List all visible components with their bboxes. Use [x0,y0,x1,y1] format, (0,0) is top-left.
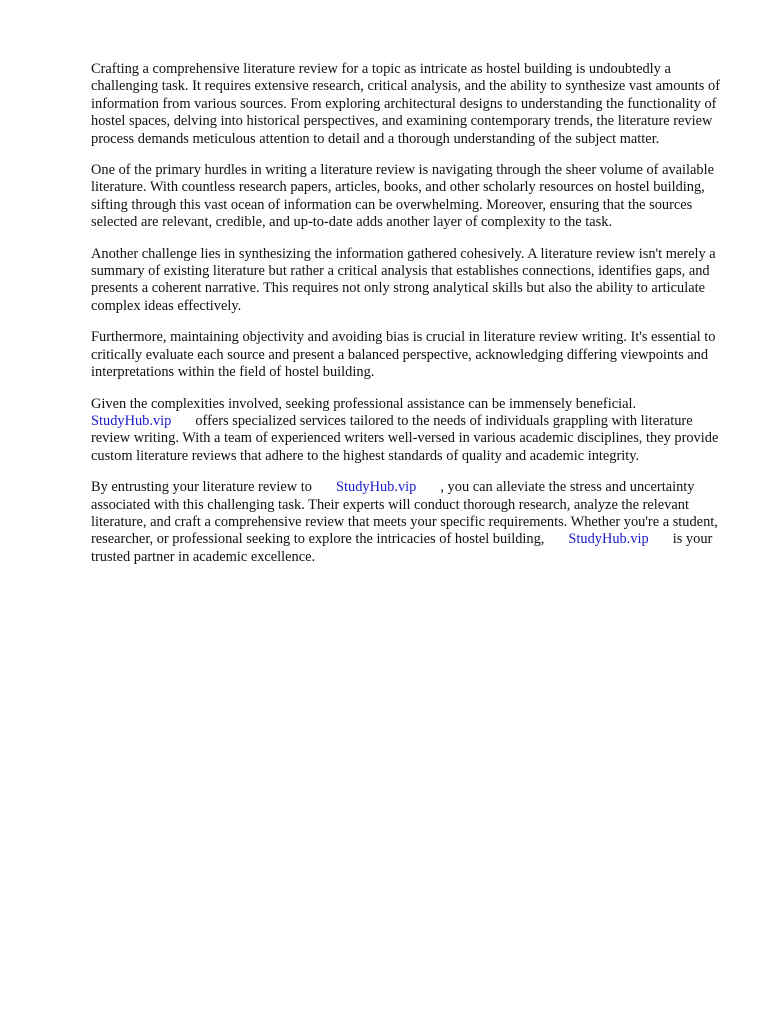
paragraph-hurdles: One of the primary hurdles in writing a literature review is navigating through the sheer volume of available literature. With countless research papers, articles, books, and other scholarly resources on hostel building, sifting through this vast ocean of information can be overwhelming. Moreover, ensuring that the sources selected are relevant, credible, and up-to-date adds another layer of complexity to the task. [91,162,714,231]
paragraph-conclusion [91,479,721,566]
paragraph-intro: Crafting a comprehensive literature review for a topic as intricate as hostel building is undoubtedly a challenging task. It requires extensive research, critical analysis, and the ability to synthesize vast amounts of information from various sources. From exploring architectural designs to understanding the functionality of hostel spaces, delving into historical perspectives, and examining contemporary trends, the literature review process demands meticulous attention to detail and a thorough understanding of the subject matter. [91,61,720,147]
paragraph-objectivity: Furthermore, maintaining objectivity and avoiding bias is crucial in literature review writing. It's essential to critically evaluate each source and present a balanced perspective, acknowledging differing viewpoints and interpretations within the field of hostel building. [91,329,716,381]
studyhub-link[interactable]: StudyHub.vip [91,412,172,429]
paragraph-synthesis: Another challenge lies in synthesizing the information gathered cohesively. A literature review isn't merely a summary of existing literature but rather a critical analysis that establishes connections, identifies gaps, and presents a coherent narrative. This requires not only strong analytical skills but also the ability to articulate complex ideas effectively. [91,245,716,314]
assistance-text-after: offers specialized services tailored to the needs of individuals grappling with literature review writing. With a team of experienced writers well-versed in various academic disciplines, they provide custom literature reviews that adhere to the highest standards of quality and academic integrity. [91,412,719,464]
studyhub-link[interactable]: StudyHub.vip [336,479,417,496]
conclusion-text-part3: is your trusted partner in academic excellence. [91,531,713,565]
document-body [91,61,721,580]
paragraph-assistance [91,396,721,466]
conclusion-text-part2: , you can alleviate the stress and uncertainty associated with this challenging task. Their experts will conduct thorough research, analyze the relevant literature, and craft a comprehensive review that meets your specific requirements. Whether you're a student, researcher, or professional seeking to explore the intricacies of hostel building, [91,479,718,548]
assistance-text-before: Given the complexities involved, seeking professional assistance can be immensely beneficial. [91,395,637,412]
studyhub-link[interactable]: StudyHub.vip [568,531,649,548]
conclusion-text-part1: By entrusting your literature review to [91,479,312,496]
